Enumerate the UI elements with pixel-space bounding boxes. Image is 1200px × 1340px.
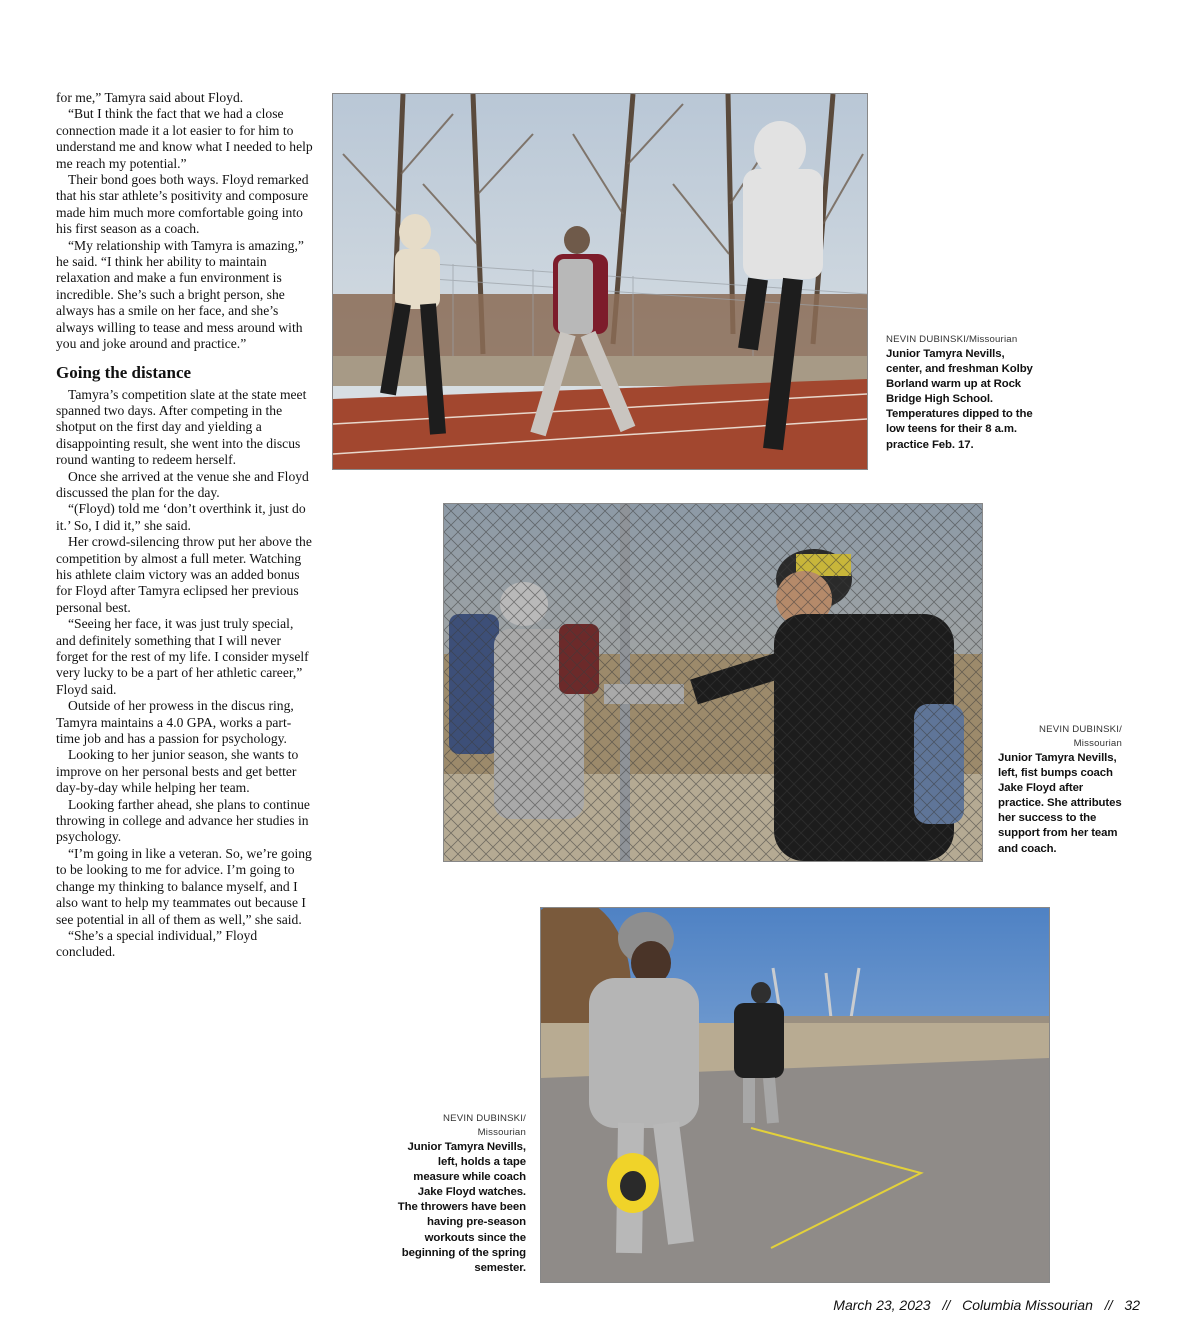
photo-tape-measure-image [541,908,1049,1282]
photo-caption-2 [998,723,1122,857]
article-paragraph: “(Floyd) told me ‘don’t overthink it, just do it.’ So, I did it,” she said. [56,501,306,533]
footer-separator: // [942,1297,951,1313]
footer-date: March 23, 2023 [833,1297,931,1313]
article-paragraph: Once she arrived at the venue she and Floyd discussed the plan for the day. [56,468,309,500]
photo-caption-1 [886,333,1036,453]
article-column [56,90,314,961]
article-paragraph: “She’s a special individual,” Floyd concluded. [56,927,258,960]
photo-credit: Missourian [477,1127,526,1138]
article-paragraph: Looking farther ahead, she plans to continue throwing in college and advance her studies in psychology. [56,796,310,845]
photo-caption-3 [396,1112,526,1276]
photo-credit: NEVIN DUBINSKI/ [443,1113,526,1124]
article-paragraph: Her crowd-silencing throw put her above the competition by almost a full meter. Watching his athlete claim victory was an added bonus for Floyd after Tamyra eclipsed her previous personal best. [56,534,312,615]
article-paragraph: “I’m going in like a veteran. So, we’re going to be looking to me for advice. I’m going to change my thinking to balance myself, and I also want to help my teammates out because I see potential in all of them as well,” she said. [56,845,312,927]
photo-fist-bump-image [444,504,982,861]
article-paragraph: Outside of her prowess in the discus ring, Tamyra maintains a 4.0 GPA, works a part-time job and has a passion for psychology. [56,698,294,747]
footer-separator: // [1104,1297,1113,1313]
photo-caption-text: Junior Tamyra Nevills, center, and freshman Kolby Borland warm up at Rock Bridge High School. Temperatures dipped to the low teens for their 8 a.m. practice Feb. 17. [886,348,1033,451]
photo-credit: NEVIN DUBINSKI/ [1039,724,1122,735]
article-paragraph: “Seeing her face, it was just truly special, and definitely something that I will never forget for the rest of my life. I consider myself very lucky to be a part of her athletic career,” Floyd said. [56,616,309,697]
photo-credit: NEVIN DUBINSKI/Missourian [886,334,1018,345]
photo-fist-bump [443,503,983,862]
photo-track-warmup-image [333,94,867,469]
article-paragraph: “But I think the fact that we had a close connection made it a lot easier to for him to understand me and know what I needed to help me reach my potential.” [56,106,313,171]
article-paragraph: Tamyra’s competition slate at the state meet spanned two days. After competing in the shotput on the first day and yielding a disappointing result, she went into the discus round wanting to redeem herself. [56,386,307,468]
footer-publication: Columbia Missourian [962,1297,1093,1313]
photo-tape-measure [540,907,1050,1283]
page-footer [829,1297,1144,1313]
footer-page-number: 32 [1124,1297,1140,1313]
article-paragraph: Looking to her junior season, she wants to improve on her personal bests and get better day-by-day while helping her team. [56,747,299,796]
article-paragraph: for me,” Tamyra said about Floyd. [56,90,244,105]
article-paragraph: Their bond goes both ways. Floyd remarked that his star athlete’s positivity and composure made him much more comfortable going into his first season as a coach. [56,172,309,237]
photo-caption-text: Junior Tamyra Nevills, left, fist bumps coach Jake Floyd after practice. She attributes her success to the support from her team and coach. [998,752,1122,855]
photo-credit: Missourian [1073,738,1122,749]
photo-caption-text: Junior Tamyra Nevills, left, holds a tape measure while coach Jake Floyd watches. The throwers have been having pre-season workouts since the beginning of the spring semester. [397,1141,526,1274]
article-subhead: Going the distance [56,362,192,382]
article-paragraph: “My relationship with Tamyra is amazing,” he said. “I think her ability to maintain relaxation and make a fun environment is incredible. She’s such a bright person, she always has a smile on her face, and she’s always willing to tease and mess around with you and joke around and practice.” [56,237,304,352]
photo-track-warmup [332,93,868,470]
